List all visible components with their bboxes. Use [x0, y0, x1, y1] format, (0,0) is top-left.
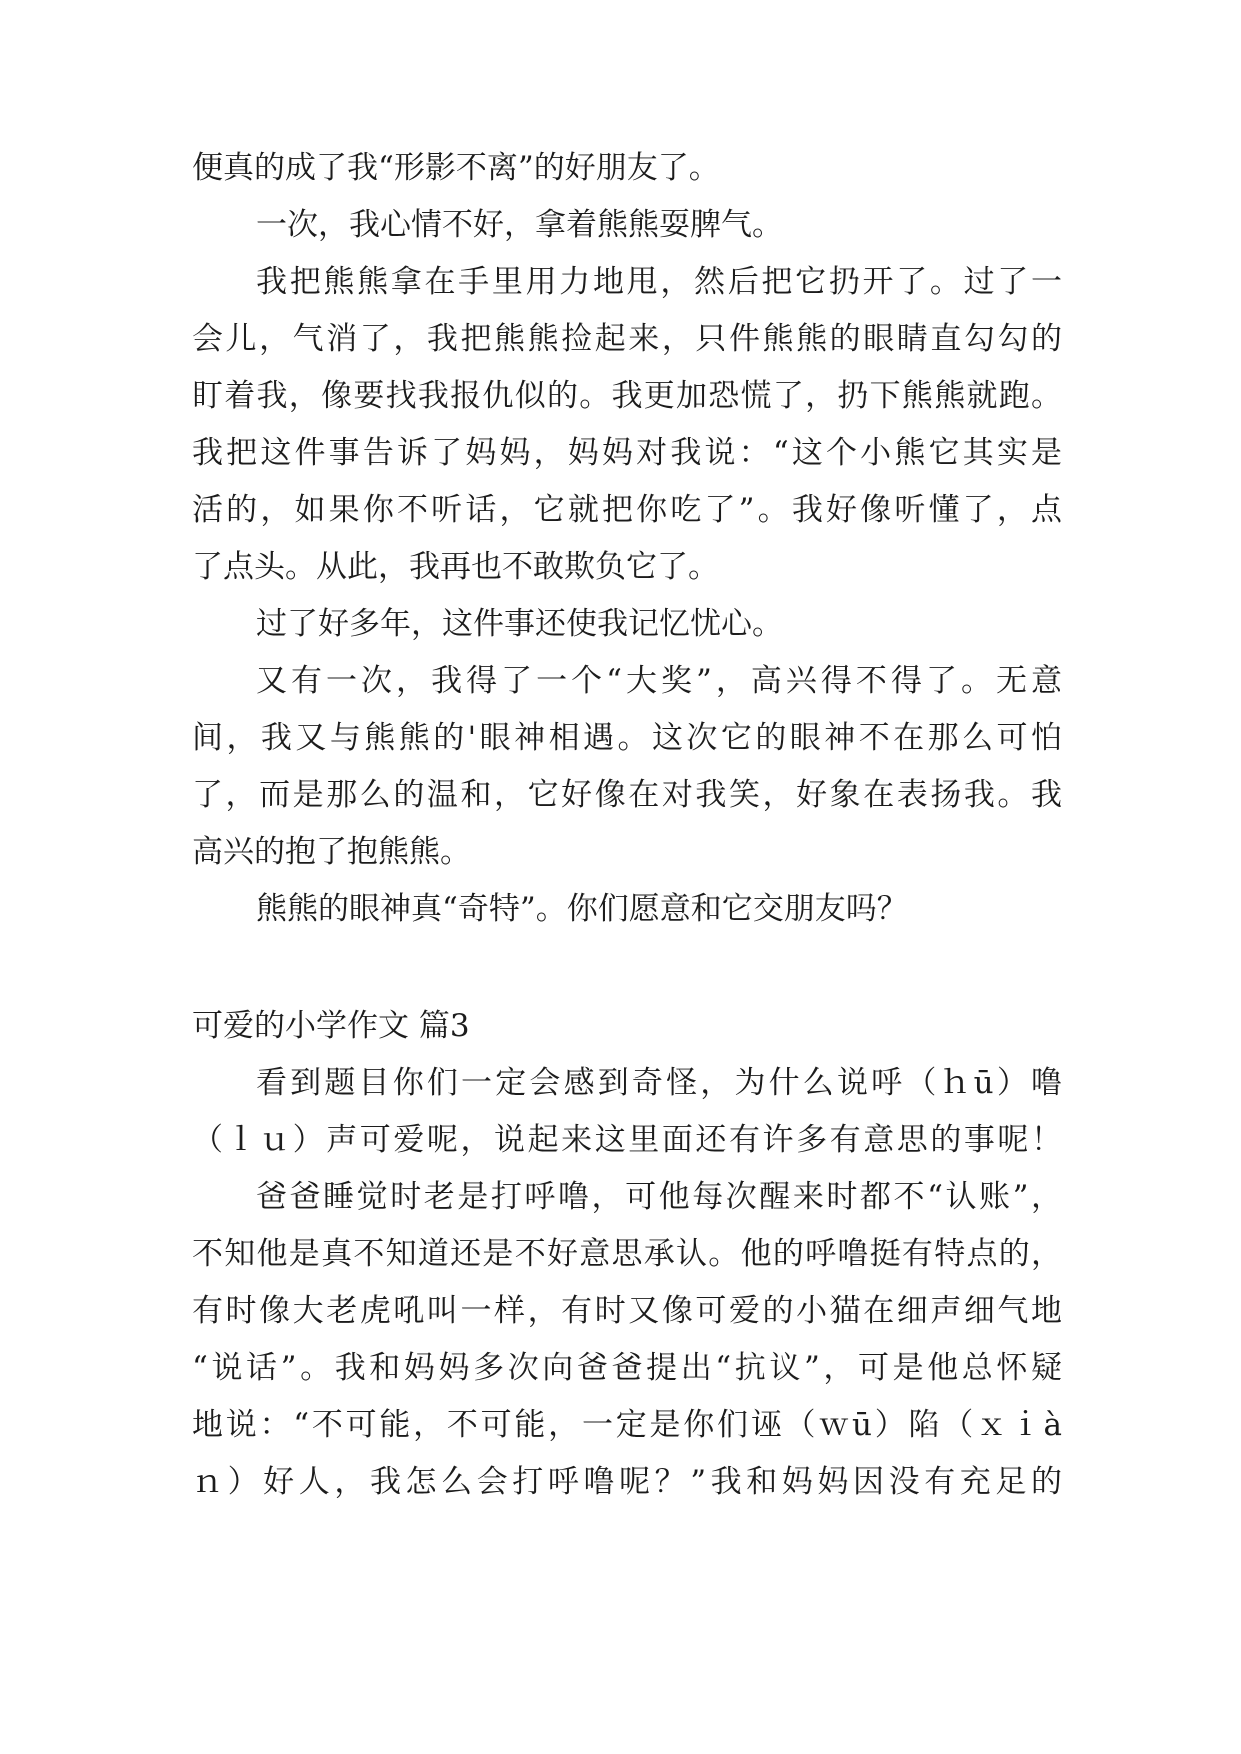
paragraph-line: 盯着我，像要找我报仇似的。我更加恐慌了，扔下熊熊就跑。: [192, 378, 1062, 414]
paragraph-line: 一次，我心情不好，拿着熊熊耍脾气。: [256, 207, 783, 243]
paragraph-line: 有时像大老虎吼叫一样，有时又像可爱的小猫在细声细气地: [192, 1293, 1062, 1329]
paragraph-line: 高兴的抱了抱熊熊。: [192, 834, 471, 870]
paragraph-line: “说话”。我和妈妈多次向爸爸提出“抗议”，可是他总怀疑: [192, 1350, 1062, 1386]
paragraph-line: 过了好多年，这件事还使我记忆忧心。: [256, 606, 783, 642]
paragraph-line: 又有一次，我得了一个“大奖”，高兴得不得了。无意: [256, 663, 1062, 699]
paragraph-line: 了点头。从此，我再也不敢欺负它了。: [192, 549, 719, 585]
paragraph-line: 我把熊熊拿在手里用力地甩，然后把它扔开了。过了一: [256, 264, 1062, 300]
paragraph-line: （ｌｕ）声可爱呢，说起来这里面还有许多有意思的事呢！: [192, 1122, 1062, 1158]
paragraph-line: 活的，如果你不听话，它就把你吃了”。我好像听懂了，点: [192, 492, 1062, 528]
section-title: 可爱的小学作文 篇3: [192, 1008, 470, 1044]
paragraph-line: 看到题目你们一定会感到奇怪，为什么说呼（ｈū）噜: [256, 1065, 1062, 1101]
paragraph-line: 我把这件事告诉了妈妈，妈妈对我说：“这个小熊它其实是: [192, 435, 1062, 471]
paragraph-line: 间，我又与熊熊的'眼神相遇。这次它的眼神不在那么可怕: [192, 720, 1062, 756]
paragraph-line: ｎ）好人，我怎么会打呼噜呢？”我和妈妈因没有充足的: [192, 1464, 1062, 1500]
paragraph-line: 熊熊的眼神真“奇特”。你们愿意和它交朋友吗？: [256, 891, 908, 927]
paragraph-line: 便真的成了我“形影不离”的好朋友了。: [192, 150, 720, 186]
paragraph-line: 地说：“不可能，不可能，一定是你们诬（ｗū）陷（ｘｉà: [192, 1407, 1062, 1443]
paragraph-line: 爸爸睡觉时老是打呼噜，可他每次醒来时都不“认账”，: [256, 1179, 1062, 1215]
paragraph-line: 不知他是真不知道还是不好意思承认。他的呼噜挺有特点的，: [192, 1236, 1062, 1272]
paragraph-line: 了，而是那么的温和，它好像在对我笑，好象在表扬我。我: [192, 777, 1062, 813]
paragraph-line: 会儿，气消了，我把熊熊捡起来，只件熊熊的眼睛直勾勾的: [192, 321, 1062, 357]
